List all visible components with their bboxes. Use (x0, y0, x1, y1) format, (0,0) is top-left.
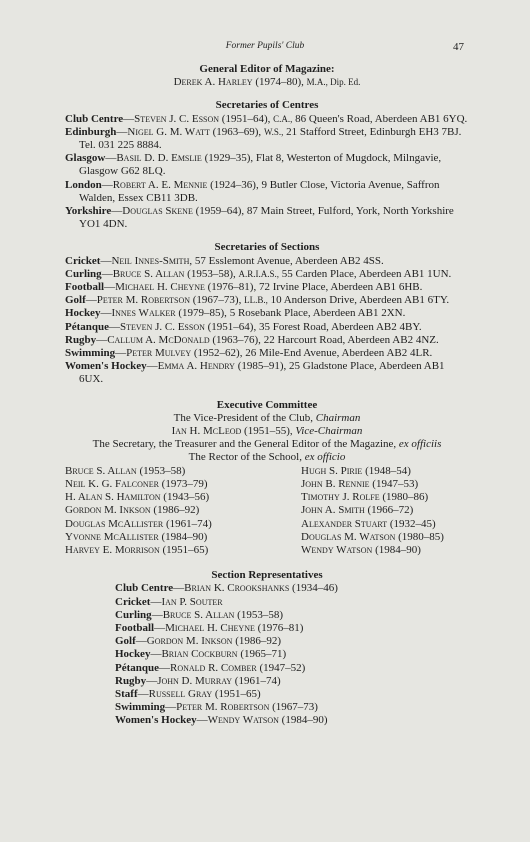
executive-members-right (301, 465, 469, 557)
member-name: Gordon M. Inkson (65, 504, 151, 517)
entry-name: Callum A. McDonald (107, 333, 210, 346)
committee-member (65, 518, 265, 531)
chairman-role: Chairman (315, 411, 361, 424)
entry-place: Hockey (115, 648, 151, 661)
committee-member (65, 504, 265, 517)
member-years: (1932–45) (389, 517, 436, 530)
member-name: Douglas McAllister (65, 517, 164, 530)
entry-name: Michael H. Cheyne (115, 281, 205, 294)
member-name: Douglas M. Watson (301, 530, 396, 543)
section-secretary-entry: Rugby—Callum A. McDonald (1963–76), 22 Harcourt Road, Aberdeen AB2 4NZ. (65, 333, 439, 346)
entry-years: (1952–62), (193, 347, 243, 360)
member-years: (1980–86) (382, 491, 429, 504)
committee-member (301, 531, 469, 544)
member-name: Yvonne McAllister (65, 530, 159, 543)
centre-secretary-entry: Yorkshire—Douglas Skene (1959–64), 87 Main Street, Fulford, York, North Yorkshire YO1 4DN. (65, 205, 454, 231)
entry-name: Ian P. Souter (161, 595, 223, 608)
member-name: Bruce S. Allan (65, 464, 137, 477)
committee-member (65, 465, 265, 478)
entry-name: Nigel G. M. Watt (127, 125, 210, 138)
entry-years: (1986–92) (235, 635, 282, 648)
entry-name: Basil D. D. Emslie (116, 152, 202, 165)
committee-member (65, 531, 265, 544)
entry-years: (1963–69), (212, 125, 262, 138)
entry-place: Golf (115, 635, 136, 648)
entry-place: Staff (115, 687, 138, 700)
rector-text: The Rector of the School, (188, 451, 302, 464)
entry-name: Michael H. Cheyne (165, 621, 255, 634)
executive-line-4 (65, 451, 469, 464)
entry-place: Pétanque (65, 320, 109, 333)
member-years: (1966–72) (367, 504, 414, 517)
committee-member (301, 518, 469, 531)
entry-address: 26 Mile-End Avenue, Aberdeen AB2 4LR. (245, 347, 433, 360)
centres-heading: Secretaries of Centres (215, 99, 319, 112)
section-representative-entry: Football—Michael H. Cheyne (1976–81) (115, 621, 304, 634)
member-name: H. Alan S. Hamilton (65, 491, 161, 504)
section-representative-entry: Pétanque—Ronald R. Comber (1947–52) (115, 661, 306, 674)
member-name: Timothy J. Rolfe (301, 491, 380, 504)
committee-member (65, 478, 265, 491)
general-editor-quals: M.A., Dip. Ed. (306, 77, 361, 88)
member-name: Wendy Watson (301, 543, 373, 556)
section-secretary-entry: Football—Michael H. Cheyne (1976–81), 72 Irvine Place, Aberdeen AB1 6HB. (65, 281, 423, 294)
entry-years: (1965–71) (240, 648, 287, 661)
section-representative-entry: Curling—Bruce S. Allan (1953–58) (115, 608, 283, 621)
page-number: 47 (453, 41, 464, 53)
entry-name: Bruce S. Allan (112, 267, 185, 280)
member-name: John B. Rennie (301, 477, 370, 490)
member-name: Neil K. G. Falconer (65, 477, 159, 490)
section-secretary-entry: Hockey—Innes Walker (1979–85), 5 Rosebank Place, Aberdeen AB1 2XN. (65, 307, 406, 320)
general-editor-years: (1974–80), (255, 76, 304, 89)
entry-name: Robert A. E. Mennie (112, 178, 208, 191)
vice-chairman-years: (1951–55), (244, 425, 293, 438)
entry-address: 35 Forest Road, Aberdeen AB2 4BY. (258, 320, 422, 333)
entry-years: (1959–64), (195, 205, 245, 218)
entry-name: Brian Cockburn (161, 648, 238, 661)
entry-name: Peter M. Robertson (96, 294, 191, 307)
entry-years: (1963–76), (212, 333, 261, 346)
member-name: Harvey E. Morrison (65, 543, 160, 556)
section-secretary-entry: Curling—Bruce S. Allan (1953–58), A.R.I.A.S., 55 Carden Place, Aberdeen AB1 1UN. (65, 267, 452, 280)
entry-name: Ronald R. Comber (170, 661, 257, 674)
entry-name: Brian K. Crookshanks (184, 582, 290, 595)
entry-name: Bruce S. Allan (162, 608, 235, 621)
entry-address: 72 Irvine Place, Aberdeen AB1 6HB. (258, 281, 423, 294)
entry-place: Golf (65, 294, 86, 307)
section-secretary-entry: Golf—Peter M. Robertson (1967–73), LL.B., 10 Anderson Drive, Aberdeen AB1 6TY. (65, 294, 450, 307)
entry-name: Peter M. Robertson (176, 701, 270, 714)
section-secretary-entry: Women's Hockey—Emma A. Hendry (1985–91), 25 Gladstone Place, Aberdeen AB1 6UX. (65, 360, 445, 386)
member-years: (1961–74) (165, 517, 212, 530)
entry-name: John D. Murray (157, 674, 233, 687)
entry-address: 55 Carden Place, Aberdeen AB1 1UN. (281, 267, 452, 280)
entry-name: Emma A. Hendry (157, 360, 235, 373)
entry-place: Football (65, 281, 105, 294)
ex-officiis-text: The Secretary, the Treasurer and the General Editor of the Magazine, (92, 438, 397, 451)
entry-name: Douglas Skene (122, 205, 193, 218)
representatives-heading: Section Representatives (211, 569, 323, 582)
general-editor-heading: General Editor of Magazine: (199, 63, 335, 75)
entry-qualifications: W.S., (263, 126, 284, 137)
entry-address: 22 Harcourt Road, Aberdeen AB2 4NZ. (263, 333, 439, 346)
entry-place: Curling (65, 267, 102, 280)
entry-place: Swimming (65, 347, 116, 360)
section-secretary-entry: Pétanque—Steven J. C. Esson (1951–64), 35 Forest Road, Aberdeen AB2 4BY. (65, 320, 422, 333)
entry-name: Steven J. C. Esson (120, 320, 205, 333)
entry-years: (1951–65) (214, 687, 261, 700)
committee-member (301, 491, 469, 504)
entry-place: Club Centre (115, 582, 174, 595)
member-years: (1984–90) (161, 530, 208, 543)
entry-address: 5 Rosebank Place, Aberdeen AB1 2XN. (229, 307, 406, 320)
section-representative-entry: Staff—Russell Gray (1951–65) (115, 687, 261, 700)
entry-place: Curling (115, 608, 152, 621)
executive-line-2 (65, 425, 469, 438)
committee-member (301, 504, 469, 517)
committee-member (301, 478, 469, 491)
ex-officio-role: ex officio (304, 451, 346, 464)
entry-qualifications: LL.B., (244, 295, 268, 306)
entry-years: (1967–73) (272, 701, 318, 714)
centres-list (65, 113, 469, 232)
section-representative-entry: Women's Hockey—Wendy Watson (1984–90) (115, 714, 328, 727)
member-name: Hugh S. Pirie (301, 464, 363, 477)
member-years: (1986–92) (153, 504, 200, 517)
executive-members (65, 465, 469, 557)
entry-name: Peter Mulvey (126, 347, 192, 360)
entry-place: Rugby (65, 333, 97, 346)
member-years: (1984–90) (375, 543, 421, 556)
entry-place: Cricket (65, 254, 101, 267)
entry-place: Yorkshire (65, 205, 112, 218)
committee-member (65, 491, 265, 504)
entry-years: (1924–36), (210, 178, 259, 191)
running-header: Former Pupils' Club (225, 41, 305, 51)
centre-secretary-entry: Club Centre—Steven J. C. Esson (1951–64), C.A., 86 Queen's Road, Aberdeen AB1 6YQ. (65, 112, 468, 125)
vice-president-text: The Vice-President of the Club, (173, 411, 313, 424)
entry-place: Hockey (65, 307, 101, 320)
entry-address: 9 Butler Close, Victoria Avenue, Saffron Walden, Essex CB11 3DB. (79, 178, 440, 204)
entry-place: Swimming (115, 701, 166, 714)
sections-list (65, 255, 469, 387)
member-years: (1953–58) (139, 464, 186, 477)
vice-chairman-role: Vice-Chairman (295, 425, 363, 438)
entry-qualifications: A.R.I.A.S., (238, 268, 279, 279)
member-years: (1947–53) (372, 477, 419, 490)
entry-place: Rugby (115, 674, 147, 687)
entry-place: London (65, 178, 102, 191)
sections-heading: Secretaries of Sections (214, 241, 320, 254)
entry-years: (1979–85), (178, 307, 227, 320)
entry-name: Gordon M. Inkson (146, 635, 233, 648)
member-years: (1973–79) (161, 477, 208, 490)
entry-address: 87 Main Street, Fulford, York, North Yorkshire YO1 4DN. (79, 205, 454, 231)
executive-members-left (65, 465, 265, 557)
entry-years: (1953–58) (237, 608, 283, 621)
section-representative-entry: Swimming—Peter M. Robertson (1967–73) (115, 701, 318, 714)
member-years: (1980–85) (398, 530, 444, 543)
entry-name: Russell Gray (148, 687, 213, 700)
entry-place: Glasgow (65, 152, 106, 165)
entry-name: Steven J. C. Esson (134, 112, 220, 125)
section-representative-entry: Cricket—Ian P. Souter (115, 595, 223, 608)
entry-years: (1961–74) (234, 674, 281, 687)
entry-address: 10 Anderson Drive, Aberdeen AB1 6TY. (270, 294, 450, 307)
member-years: (1948–54) (365, 464, 411, 477)
ex-officiis-role: ex officiis (398, 438, 442, 451)
entry-address: Flat 8, Westerton of Mugdock, Milngavie, Glasgow G62 8LQ. (79, 152, 442, 178)
entry-place: Football (115, 621, 155, 634)
entry-name: Neil Innes-Smith, (111, 254, 193, 267)
entry-address: 21 Stafford Street, Edinburgh EH3 7BJ. Tel. 031 225 8884. (79, 125, 462, 152)
section-representative-entry: Golf—Gordon M. Inkson (1986–92) (115, 635, 282, 648)
entry-name: Innes Walker (111, 307, 176, 320)
entry-years: (1951–64), (207, 320, 257, 333)
executive-heading: Executive Committee (216, 398, 318, 411)
executive-line-1 (65, 412, 469, 425)
representatives-list (115, 582, 469, 727)
entry-years: (1984–90) (281, 714, 328, 727)
entry-address: 57 Esslemont Avenue, Aberdeen AB2 4SS. (194, 254, 384, 267)
vice-chairman-name: Ian H. McLeod (171, 425, 242, 438)
entry-place: Women's Hockey (65, 360, 147, 373)
committee-member (301, 544, 469, 557)
entry-years: (1976–81) (257, 621, 304, 634)
entry-address: 86 Queen's Road, Aberdeen AB1 6YQ. (295, 112, 468, 125)
entry-years: (1947–52) (259, 661, 306, 674)
general-editor-name: Derek A. Harley (173, 76, 253, 89)
general-editor-line (65, 76, 469, 89)
entry-place: Women's Hockey (115, 714, 197, 727)
section-representative-entry: Rugby—John D. Murray (1961–74) (115, 674, 281, 687)
entry-name: Wendy Watson (207, 714, 279, 727)
entry-years: (1967–73), (192, 294, 242, 307)
member-years: (1951–65) (162, 543, 209, 556)
member-name: Alexander Stuart (301, 517, 388, 530)
section-representative-entry: Club Centre—Brian K. Crookshanks (1934–46) (115, 582, 338, 595)
executive-line-3 (65, 438, 469, 451)
entry-years: (1951–64), (221, 112, 271, 125)
entry-place: Pétanque (115, 661, 159, 674)
section-secretary-entry: Cricket—Neil Innes-Smith, 57 Esslemont Avenue, Aberdeen AB2 4SS. (65, 254, 384, 267)
committee-member (65, 544, 265, 557)
page-content (65, 63, 469, 728)
centre-secretary-entry: Edinburgh—Nigel G. M. Watt (1963–69), W.S., 21 Stafford Street, Edinburgh EH3 7BJ. Tel. 031 225 8884. (65, 125, 462, 152)
committee-member (301, 465, 469, 478)
entry-years: (1934–46) (292, 582, 338, 595)
entry-place: Club Centre (65, 112, 124, 125)
entry-years: (1953–58), (187, 267, 236, 280)
member-years: (1943–56) (163, 491, 210, 504)
centre-secretary-entry: Glasgow—Basil D. D. Emslie (1929–35), Flat 8, Westerton of Mugdock, Milngavie, Glasgow G62 8LQ. (65, 152, 442, 178)
entry-address: 25 Gladstone Place, Aberdeen AB1 6UX. (79, 360, 445, 386)
entry-qualifications: C.A., (273, 113, 293, 124)
section-representative-entry: Hockey—Brian Cockburn (1965–71) (115, 648, 287, 661)
entry-place: Edinburgh (65, 125, 117, 138)
entry-years: (1976–81), (207, 281, 257, 294)
entry-place: Cricket (115, 595, 151, 608)
section-secretary-entry: Swimming—Peter Mulvey (1952–62), 26 Mile-End Avenue, Aberdeen AB2 4LR. (65, 347, 433, 360)
entry-years: (1929–35), (204, 152, 254, 165)
member-name: John A. Smith (301, 504, 365, 517)
centre-secretary-entry: London—Robert A. E. Mennie (1924–36), 9 Butler Close, Victoria Avenue, Saffron Walden, Essex CB11 3DB. (65, 178, 440, 204)
entry-years: (1985–91), (237, 360, 287, 373)
